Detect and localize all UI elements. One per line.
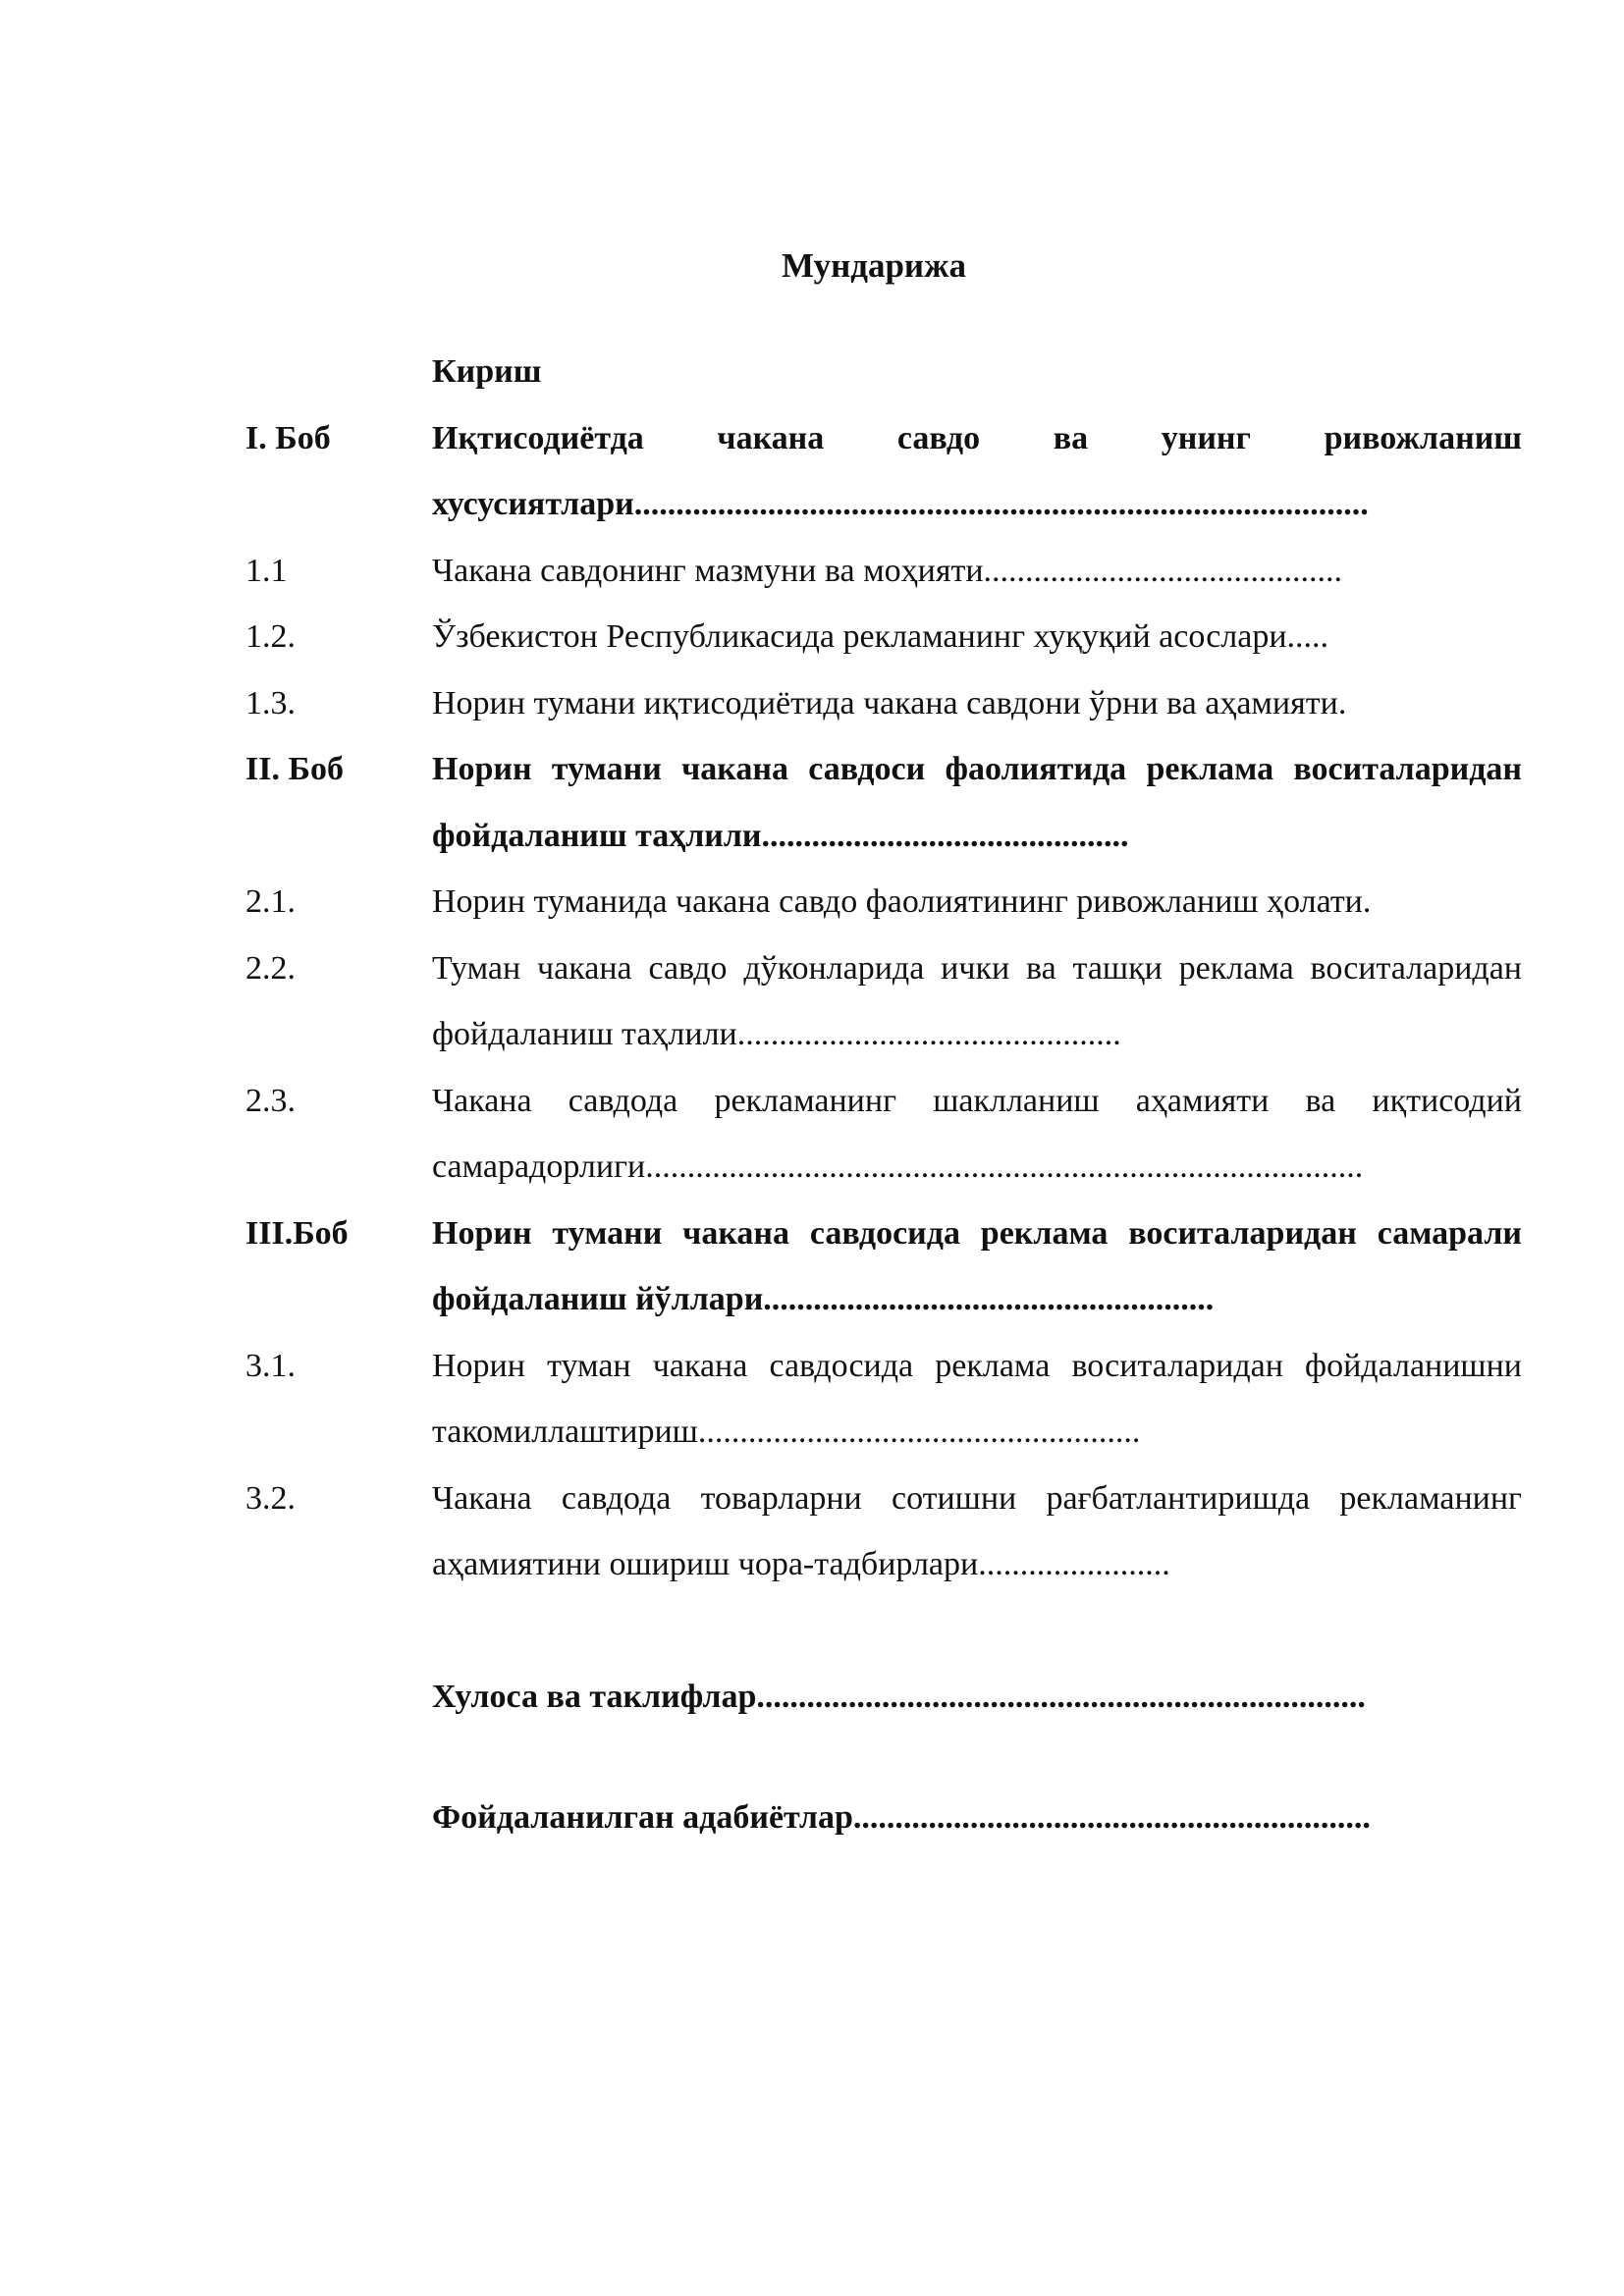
- toc-entry-number: 1.3.: [245, 684, 296, 721]
- toc-entry-section-3-2[interactable]: [245, 1466, 1522, 1598]
- toc-entry-title: Норин тумани чакана савдосида реклама воситаларидан самарали фойдаланиш йўллари......................................................: [432, 1214, 1522, 1317]
- toc-entry-conclusions[interactable]: [245, 1664, 1522, 1731]
- toc-entry-title: Ўзбекистон Республикасида рекламанинг хуқуқий асослари.....: [432, 618, 1329, 655]
- toc-entry-chapter-2[interactable]: [245, 736, 1522, 869]
- toc-entry-number: 2.3.: [245, 1082, 296, 1119]
- toc-entry-number: 3.1.: [245, 1347, 296, 1384]
- toc-entry-section-3-1[interactable]: [245, 1333, 1522, 1466]
- toc-entry-number: I. Боб: [245, 419, 331, 456]
- toc-entry-number: 1.2.: [245, 618, 296, 655]
- toc-entry-section-1-3[interactable]: [245, 670, 1522, 737]
- toc-entry-title: Чакана савдода товарларни сотишни рағбатлантиришда рекламанинг аҳамиятини ошириш чора-тадбирлари.......................: [432, 1479, 1522, 1582]
- toc-entry-title: Туман чакана савдо дўконларида ички ва ташқи реклама воситаларидан фойдаланиш таҳлили..............................................: [432, 949, 1522, 1052]
- toc-entry-title: Фойдаланилган адабиётлар..............................................................: [432, 1799, 1371, 1836]
- toc-entry-title: Хулоса ва таклифлар.........................................................................: [432, 1678, 1366, 1715]
- toc-entry-number: III.Боб: [245, 1214, 349, 1252]
- page-title: Мундарижа: [782, 246, 966, 285]
- toc-entry-number: 2.2.: [245, 949, 296, 987]
- toc-entry-number: II. Боб: [245, 751, 344, 787]
- toc-entry-chapter-1[interactable]: [245, 405, 1522, 538]
- toc-entry-chapter-3[interactable]: [245, 1201, 1522, 1333]
- toc-entry-title: Чакана савдонинг мазмуни ва моҳияти...........................................: [432, 552, 1343, 589]
- toc-entry-introduction[interactable]: [245, 339, 1522, 405]
- toc-entry-title: Норин тумани чакана савдоси фаолиятида реклама воситаларидан фойдаланиш таҳлили............................................: [432, 751, 1522, 854]
- toc-entry-number: 2.1.: [245, 883, 296, 920]
- toc-entry-section-1-2[interactable]: [245, 604, 1522, 670]
- toc-entry-title: Норин тумани иқтисодиётида чакана савдони ўрни ва аҳамияти.: [432, 684, 1347, 721]
- toc-entry-section-2-1[interactable]: [245, 869, 1522, 935]
- toc-entry-title: Кириш: [432, 353, 542, 390]
- toc-entry-number: 1.1: [245, 552, 288, 589]
- toc-entry-title: Норин туман чакана савдосида реклама воситаларидан фойдаланишни такомиллаштириш.....................................................: [432, 1347, 1522, 1450]
- toc-entry-number: 3.2.: [245, 1479, 296, 1517]
- toc-entry-title: Чакана савдода рекламанинг шаклланиш аҳамияти ва иқтисодий самарадорлиги......................................................................................: [432, 1082, 1522, 1185]
- toc-entry-section-2-2[interactable]: [245, 935, 1522, 1068]
- toc-entry-references[interactable]: [245, 1785, 1522, 1851]
- toc-entry-section-2-3[interactable]: [245, 1068, 1522, 1201]
- table-of-contents: [245, 339, 1522, 1851]
- toc-entry-section-1-1[interactable]: [245, 538, 1522, 605]
- toc-entry-title: Иқтисодиётда чакана савдо ва унинг ривожланиш хусусиятлари........................................................................................: [432, 419, 1522, 522]
- toc-entry-title: Норин туманида чакана савдо фаолиятининг ривожланиш ҳолати.: [432, 883, 1372, 920]
